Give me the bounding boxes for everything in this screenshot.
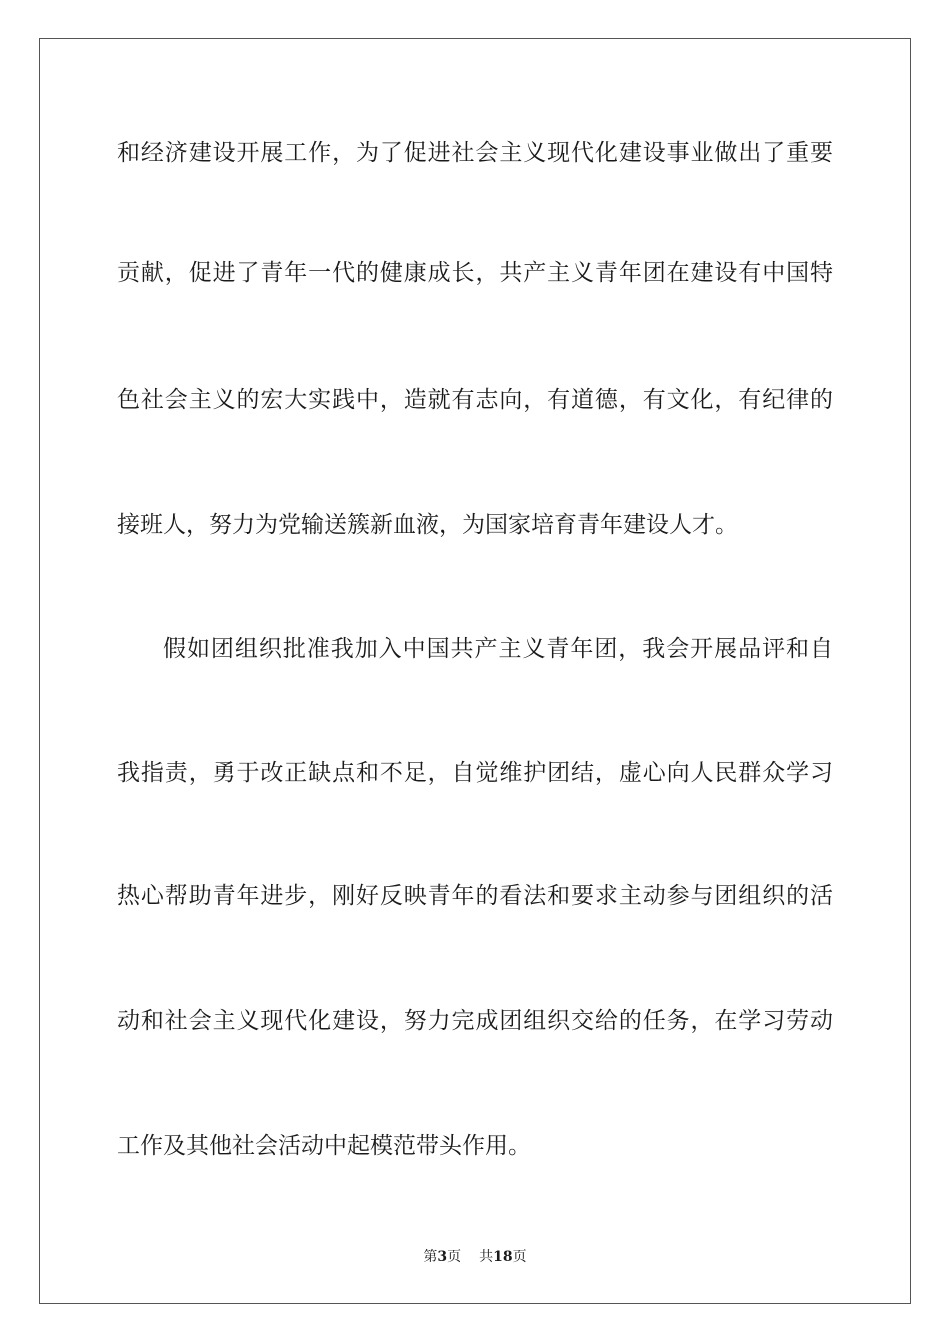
paragraph-first-line: 假如团组织批准我加入中国共产主义青年团，我会开展品评和自: [163, 636, 833, 662]
page-suffix: 页: [447, 1249, 462, 1265]
page-border: [39, 38, 911, 1304]
total-pages: 18: [493, 1249, 513, 1265]
body-text-line: 接班人，努力为党输送簇新血液，为国家培育青年建设人才。: [117, 512, 738, 538]
total-prefix: 共: [479, 1249, 494, 1265]
body-text-line: 贡献，促进了青年一代的健康成长，共产主义青年团在建设有中国特: [117, 260, 833, 286]
body-text-line: 色社会主义的宏大实践中，造就有志向，有道德，有文化，有纪律的: [117, 387, 833, 413]
total-suffix: 页: [512, 1249, 527, 1265]
body-text-line: 工作及其他社会活动中起模范带头作用。: [117, 1133, 531, 1159]
body-text-line: 动和社会主义现代化建设，努力完成团组织交给的任务，在学习劳动: [117, 1008, 833, 1034]
body-text-line: 我指责，勇于改正缺点和不足，自觉维护团结，虚心向人民群众学习: [117, 760, 833, 786]
page-prefix: 第: [423, 1249, 438, 1265]
body-text-line: 热心帮助青年进步，刚好反映青年的看法和要求主动参与团组织的活: [117, 883, 833, 909]
body-text-line: 和经济建设开展工作，为了促进社会主义现代化建设事业做出了重要: [117, 140, 833, 166]
page-number: 3: [437, 1249, 448, 1265]
page-footer: [0, 1248, 950, 1266]
